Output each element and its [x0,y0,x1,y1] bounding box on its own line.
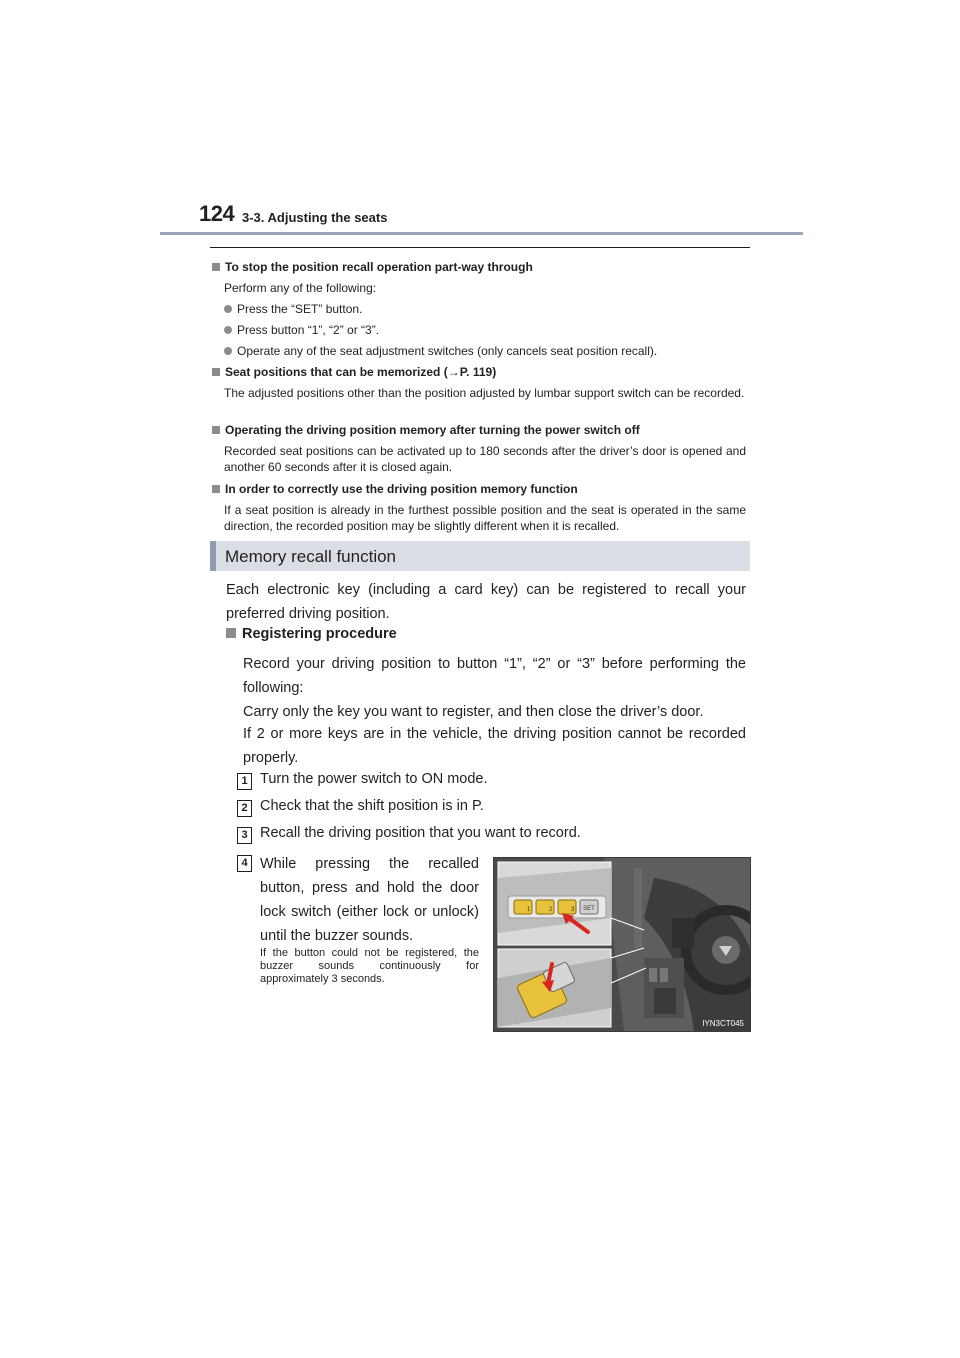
memory-switch-illustration [493,857,751,1032]
set-button-label: SET [583,906,595,912]
step-text: Check that the shift position is in P. [260,798,484,814]
round-bullet-icon [224,326,232,334]
figure-code: IYN3CT045 [702,1019,744,1028]
bullet-item [224,323,379,337]
subheading-text: Registering procedure [242,626,397,642]
button-label: 2 [549,907,553,913]
note-heading-correct-use [212,482,578,496]
para-record: Record your driving position to button “1”, “2” or “3” before performing the following: [243,656,746,696]
note-heading-memorized-positions [212,365,496,379]
note-text: The adjusted positions other than the position adjusted by lumbar support switch can be recorded. [224,386,745,400]
note-heading-text: Seat positions that can be memorized (→P. 119) [225,365,497,379]
step-number: 1 [237,773,252,790]
bullet-text: Operate any of the seat adjustment switches (only cancels seat position recall). [237,344,658,358]
step-text: Turn the power switch to ON mode. [260,771,488,787]
note-heading-stop-recall [212,260,533,274]
step-number: 3 [237,827,252,844]
para-carry-key: Carry only the key you want to register, and then close the driver’s door. [243,704,704,720]
button-label: 1 [527,907,531,913]
note-text: If a seat position is already in the furthest possible position and the seat is operated in the same direction, the recorded position may be slightly different when it is recalled. [224,503,746,533]
section-banner [210,541,750,571]
bullet-text: Press button “1”, “2” or “3”. [237,323,380,337]
para-multiple-keys: If 2 or more keys are in the vehicle, the driving position cannot be recorded properly. [243,726,746,766]
note-heading-text: To stop the position recall operation part-way through [225,260,533,274]
square-bullet-icon [212,263,220,271]
square-bullet-icon [226,628,236,638]
note-text: Perform any of the following: [224,281,377,295]
step-note: If the button could not be registered, the buzzer sounds continuously for approximately 3 seconds. [260,947,479,985]
section-intro: Each electronic key (including a card key) can be registered to recall your preferred driving position. [226,582,746,622]
bullet-text: Press the “SET” button. [237,302,363,316]
step-text: Recall the driving position that you want to record. [260,825,581,841]
round-bullet-icon [224,305,232,313]
round-bullet-icon [224,347,232,355]
bullet-item [224,302,362,316]
note-heading-text: Operating the driving position memory after turning the power switch off [225,423,640,437]
button-label: 3 [571,907,575,913]
content-top-rule [210,247,750,248]
bullet-item [224,344,657,358]
banner-accent-bar [210,541,216,571]
step-text: While pressing the recalled button, press and hold the door lock switch (either lock or unlock) until the buzzer sounds. [260,856,479,944]
header-rule [160,232,803,235]
square-bullet-icon [212,368,220,376]
note-heading-power-off [212,423,640,437]
subheading-registering [226,626,397,642]
page-number: 124 [199,201,235,226]
note-text: Recorded seat positions can be activated up to 180 seconds after the driver’s door is opened and another 60 seconds after it is closed again. [224,444,746,474]
door-panel-illustration [494,858,750,1031]
step-number: 2 [237,800,252,817]
note-heading-text: In order to correctly use the driving position memory function [225,482,578,496]
section-banner-title: Memory recall function [225,547,397,566]
square-bullet-icon [212,426,220,434]
square-bullet-icon [212,485,220,493]
step-number: 4 [237,855,252,872]
section-title: 3-3. Adjusting the seats [242,210,388,225]
